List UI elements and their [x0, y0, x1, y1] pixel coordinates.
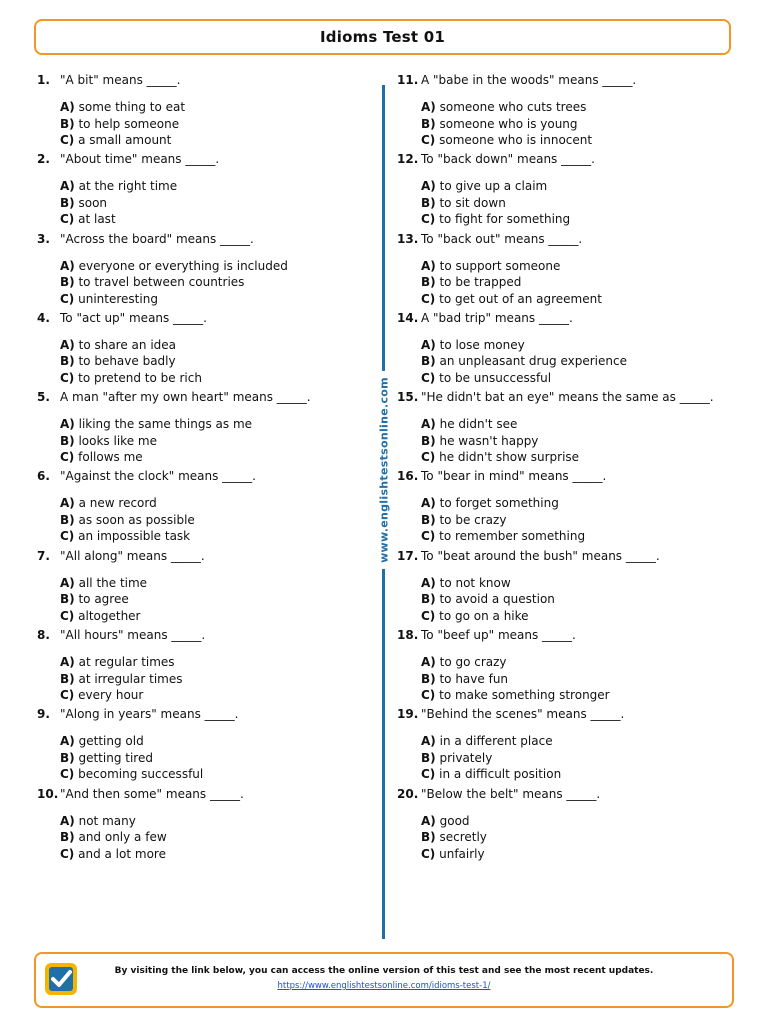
question-stem: [397, 468, 737, 485]
option-text: everyone or everything is included: [78, 258, 288, 273]
option-letter: C): [60, 212, 75, 227]
question-number: 14.: [397, 310, 419, 325]
question-text: A "babe in the woods" means _____.: [421, 73, 637, 87]
option-text: to fight for something: [439, 212, 571, 227]
option-text: all the time: [78, 575, 148, 590]
option-letter: A): [60, 100, 75, 114]
option-text: to agree: [78, 592, 129, 607]
option-letter: A): [421, 179, 436, 194]
option-letter: A): [421, 734, 436, 749]
option-text: some thing to eat: [78, 100, 186, 114]
option-letter: B): [60, 275, 75, 290]
option-text: to go on a hike: [439, 608, 529, 623]
answer-option: [421, 528, 737, 545]
question-item: [397, 468, 737, 547]
option-text: to make something stronger: [439, 688, 610, 703]
answer-option: [60, 846, 377, 863]
answer-option: [60, 433, 377, 450]
answer-option: [421, 433, 737, 450]
question-stem: [397, 786, 737, 803]
option-letter: A): [60, 337, 75, 352]
answer-option: [421, 116, 737, 133]
option-letter: B): [60, 354, 75, 369]
option-text: in a difficult position: [439, 767, 562, 782]
option-text: an impossible task: [78, 529, 191, 544]
option-letter: B): [421, 433, 436, 448]
answer-options: [397, 723, 737, 783]
question-stem: [37, 627, 377, 644]
option-letter: C): [60, 767, 75, 782]
option-letter: B): [60, 830, 75, 845]
question-item: [397, 151, 737, 230]
question-text: "About time" means _____.: [60, 152, 220, 167]
answer-options: [37, 565, 377, 625]
option-letter: B): [421, 830, 436, 845]
answer-option: [421, 178, 737, 195]
option-letter: C): [60, 846, 75, 861]
answer-option: [421, 416, 737, 433]
question-number: 17.: [397, 548, 419, 563]
answer-option: [421, 353, 737, 370]
right-column: [397, 72, 737, 865]
answer-option: [60, 495, 377, 512]
question-item: [37, 706, 377, 785]
question-item: [37, 151, 377, 230]
answer-option: [421, 337, 737, 354]
option-letter: B): [421, 592, 436, 607]
question-stem: [397, 72, 737, 89]
option-text: at the right time: [78, 179, 178, 194]
option-letter: B): [421, 750, 436, 765]
question-item: [397, 786, 737, 865]
answer-option: [421, 813, 737, 830]
option-letter: C): [421, 212, 436, 227]
answer-options: [397, 327, 737, 387]
option-text: in a different place: [439, 734, 553, 749]
option-letter: B): [421, 671, 436, 686]
footer-link[interactable]: https://www.englishtestsonline.com/idioms-test-1/: [277, 981, 491, 991]
option-text: follows me: [78, 450, 143, 465]
answer-option: [421, 495, 737, 512]
option-letter: A): [421, 258, 436, 273]
question-text: To "beef up" means _____.: [421, 628, 576, 643]
option-text: to help someone: [78, 116, 180, 131]
option-text: he didn't show surprise: [439, 450, 580, 465]
answer-option: [421, 750, 737, 767]
question-text: To "bear in mind" means _____.: [421, 469, 607, 484]
answer-options: [37, 168, 377, 228]
option-text: not many: [78, 813, 136, 828]
answer-options: [37, 327, 377, 387]
option-text: looks like me: [78, 433, 157, 448]
answer-options: [397, 248, 737, 308]
option-text: to go crazy: [439, 655, 507, 670]
answer-option: [421, 195, 737, 212]
option-text: he didn't see: [439, 417, 518, 432]
question-stem: [397, 231, 737, 248]
option-text: to give up a claim: [439, 179, 548, 194]
option-text: soon: [78, 195, 108, 210]
question-text: "He didn't bat an eye" means the same as _____.: [421, 390, 714, 405]
question-number: 20.: [397, 786, 419, 801]
option-letter: C): [60, 608, 75, 623]
answer-option: [60, 195, 377, 212]
option-text: someone who cuts trees: [439, 100, 587, 114]
option-text: liking the same things as me: [78, 417, 253, 432]
option-text: to be trapped: [439, 275, 522, 290]
option-text: altogether: [78, 608, 141, 623]
answer-option: [60, 353, 377, 370]
question-number: 10.: [37, 786, 59, 801]
answer-option: [60, 449, 377, 466]
option-text: to have fun: [439, 671, 509, 686]
answer-option: [421, 829, 737, 846]
option-letter: C): [60, 133, 75, 147]
answer-options: [37, 644, 377, 704]
answer-option: [60, 733, 377, 750]
option-text: an unpleasant drug experience: [439, 354, 627, 369]
answer-option: [421, 132, 737, 149]
question-text: To "back out" means _____.: [421, 231, 583, 246]
option-letter: B): [421, 195, 436, 210]
option-text: to lose money: [439, 337, 525, 352]
side-url: www.englishtestsonline.com: [378, 371, 391, 569]
question-item: [37, 786, 377, 865]
question-stem: [37, 310, 377, 327]
answer-options: [37, 723, 377, 783]
answer-option: [421, 211, 737, 228]
option-letter: B): [60, 195, 75, 210]
answer-option: [60, 99, 377, 116]
answer-option: [60, 370, 377, 387]
question-text: To "beat around the bush" means _____.: [421, 548, 660, 563]
option-text: to sit down: [439, 195, 506, 210]
question-text: "Against the clock" means _____.: [60, 469, 256, 484]
question-stem: [37, 72, 377, 89]
question-item: [397, 310, 737, 389]
answer-option: [421, 449, 737, 466]
answer-option: [421, 512, 737, 529]
answer-option: [60, 178, 377, 195]
option-letter: A): [421, 496, 436, 511]
question-stem: [37, 786, 377, 803]
option-letter: A): [60, 575, 75, 590]
option-letter: C): [421, 450, 436, 465]
option-text: secretly: [439, 830, 487, 845]
answer-option: [421, 258, 737, 275]
question-number: 4.: [37, 310, 50, 325]
option-text: becoming successful: [78, 767, 204, 782]
question-number: 15.: [397, 390, 419, 405]
option-text: someone who is young: [439, 116, 578, 131]
option-letter: C): [421, 133, 436, 147]
question-item: [37, 72, 377, 151]
option-letter: A): [421, 575, 436, 590]
option-text: to remember something: [439, 529, 586, 544]
answer-option: [60, 416, 377, 433]
question-number: 8.: [37, 628, 50, 643]
option-letter: C): [60, 529, 75, 544]
footer-box: [34, 952, 734, 1008]
option-letter: A): [421, 337, 436, 352]
answer-option: [421, 370, 737, 387]
option-text: to pretend to be rich: [78, 370, 202, 385]
option-letter: A): [60, 496, 75, 511]
question-stem: [37, 706, 377, 723]
option-text: getting old: [78, 734, 144, 749]
question-text: A "bad trip" means _____.: [421, 310, 573, 325]
option-text: every hour: [78, 688, 144, 703]
answer-option: [421, 274, 737, 291]
question-number: 9.: [37, 707, 50, 722]
answer-option: [60, 750, 377, 767]
option-text: a small amount: [78, 133, 172, 147]
answer-options: [397, 803, 737, 863]
answer-option: [421, 99, 737, 116]
option-letter: C): [421, 370, 436, 385]
question-stem: [397, 389, 737, 406]
question-text: To "act up" means _____.: [60, 310, 207, 325]
question-number: 6.: [37, 469, 50, 484]
answer-option: [421, 591, 737, 608]
answer-options: [397, 168, 737, 228]
question-text: "A bit" means _____.: [60, 73, 181, 87]
answer-option: [60, 591, 377, 608]
option-letter: B): [60, 116, 75, 131]
answer-option: [60, 608, 377, 625]
option-letter: C): [60, 291, 75, 306]
answer-option: [421, 687, 737, 704]
option-text: at last: [78, 212, 116, 227]
option-letter: C): [60, 688, 75, 703]
option-text: to share an idea: [78, 337, 177, 352]
answer-option: [60, 687, 377, 704]
answer-options: [37, 803, 377, 863]
page-title: Idioms Test 01: [320, 28, 445, 46]
option-text: good: [439, 813, 470, 828]
question-number: 5.: [37, 390, 50, 405]
answer-option: [60, 211, 377, 228]
option-letter: C): [60, 450, 75, 465]
question-item: [397, 548, 737, 627]
answer-option: [60, 258, 377, 275]
option-text: privately: [439, 750, 493, 765]
question-item: [397, 389, 737, 468]
option-text: to travel between countries: [78, 275, 245, 290]
footer-message: By visiting the link below, you can access the online version of this test and see the most recent updates.: [114, 966, 654, 976]
question-number: 13.: [397, 231, 419, 246]
question-stem: [397, 706, 737, 723]
option-text: getting tired: [78, 750, 153, 765]
option-text: a new record: [78, 496, 157, 511]
question-stem: [397, 151, 737, 168]
option-text: to be crazy: [439, 512, 507, 527]
option-letter: C): [421, 608, 436, 623]
question-text: "Along in years" means _____.: [60, 707, 239, 722]
option-text: at regular times: [78, 655, 175, 670]
answer-option: [60, 766, 377, 783]
question-text: "All along" means _____.: [60, 548, 205, 563]
answer-option: [60, 274, 377, 291]
answer-options: [397, 406, 737, 466]
option-letter: B): [60, 433, 75, 448]
question-number: 16.: [397, 469, 419, 484]
question-stem: [397, 548, 737, 565]
question-stem: [37, 548, 377, 565]
option-text: as soon as possible: [78, 512, 195, 527]
option-letter: A): [60, 813, 75, 828]
answer-option: [421, 575, 737, 592]
answer-options: [397, 89, 737, 149]
option-letter: B): [60, 512, 75, 527]
answer-option: [60, 512, 377, 529]
question-text: "Across the board" means _____.: [60, 231, 254, 246]
answer-option: [60, 337, 377, 354]
question-stem: [37, 468, 377, 485]
answer-option: [60, 813, 377, 830]
option-letter: B): [60, 671, 75, 686]
question-stem: [397, 310, 737, 327]
option-text: and a lot more: [78, 846, 166, 861]
question-item: [397, 231, 737, 310]
answer-option: [421, 671, 737, 688]
question-item: [397, 706, 737, 785]
option-text: uninteresting: [78, 291, 158, 306]
question-number: 2.: [37, 152, 50, 167]
option-text: to support someone: [439, 258, 561, 273]
question-text: "Behind the scenes" means _____.: [421, 707, 625, 722]
option-text: to not know: [439, 575, 511, 590]
answer-options: [37, 248, 377, 308]
option-text: to be unsuccessful: [439, 370, 552, 385]
option-letter: A): [421, 813, 436, 828]
answer-options: [397, 485, 737, 545]
answer-options: [37, 89, 377, 149]
question-item: [397, 627, 737, 706]
answer-option: [421, 291, 737, 308]
question-item: [37, 389, 377, 468]
question-item: [37, 548, 377, 627]
option-letter: C): [421, 529, 436, 544]
question-stem: [37, 389, 377, 406]
question-text: "And then some" means _____.: [60, 786, 244, 801]
option-text: to forget something: [439, 496, 559, 511]
option-text: at irregular times: [78, 671, 183, 686]
answer-option: [60, 829, 377, 846]
title-box: [34, 19, 731, 55]
option-letter: B): [421, 275, 436, 290]
option-letter: B): [421, 512, 436, 527]
option-letter: A): [421, 655, 436, 670]
option-letter: A): [421, 100, 436, 114]
left-column: [37, 72, 377, 865]
question-item: [397, 72, 737, 151]
option-letter: A): [60, 179, 75, 194]
option-text: to behave badly: [78, 354, 176, 369]
answer-option: [60, 291, 377, 308]
question-stem: [397, 627, 737, 644]
option-letter: A): [60, 734, 75, 749]
answer-option: [421, 846, 737, 863]
option-letter: B): [60, 592, 75, 607]
question-item: [37, 627, 377, 706]
question-stem: [37, 151, 377, 168]
question-number: 1.: [37, 73, 50, 87]
answer-option: [60, 654, 377, 671]
option-letter: B): [421, 354, 436, 369]
option-letter: C): [421, 688, 436, 703]
option-text: and only a few: [78, 830, 167, 845]
question-number: 7.: [37, 548, 50, 563]
question-text: To "back down" means _____.: [421, 152, 595, 167]
option-letter: A): [60, 655, 75, 670]
option-letter: A): [60, 258, 75, 273]
answer-option: [60, 132, 377, 149]
option-letter: B): [60, 750, 75, 765]
answer-options: [397, 565, 737, 625]
question-item: [37, 468, 377, 547]
answer-option: [60, 116, 377, 133]
answer-option: [60, 575, 377, 592]
option-text: someone who is innocent: [439, 133, 593, 147]
question-number: 3.: [37, 231, 50, 246]
option-letter: C): [421, 846, 436, 861]
answer-option: [421, 733, 737, 750]
option-letter: B): [421, 116, 436, 131]
answer-option: [421, 766, 737, 783]
option-letter: A): [421, 417, 436, 432]
option-text: to avoid a question: [439, 592, 555, 607]
question-number: 18.: [397, 628, 419, 643]
answer-options: [37, 485, 377, 545]
answer-options: [397, 644, 737, 704]
question-number: 19.: [397, 707, 419, 722]
answer-options: [37, 406, 377, 466]
option-text: he wasn't happy: [439, 433, 539, 448]
option-letter: C): [421, 767, 436, 782]
question-number: 11.: [397, 73, 419, 87]
question-text: "Below the belt" means _____.: [421, 786, 601, 801]
question-text: "All hours" means _____.: [60, 628, 206, 643]
question-text: A man "after my own heart" means _____.: [60, 390, 311, 405]
answer-option: [60, 671, 377, 688]
answer-option: [60, 528, 377, 545]
option-text: to get out of an agreement: [439, 291, 602, 306]
option-letter: C): [421, 291, 436, 306]
question-item: [37, 310, 377, 389]
question-item: [37, 231, 377, 310]
question-stem: [37, 231, 377, 248]
option-letter: C): [60, 370, 75, 385]
option-text: unfairly: [439, 846, 485, 861]
question-number: 12.: [397, 152, 419, 167]
answer-option: [421, 608, 737, 625]
answer-option: [421, 654, 737, 671]
option-letter: A): [60, 417, 75, 432]
